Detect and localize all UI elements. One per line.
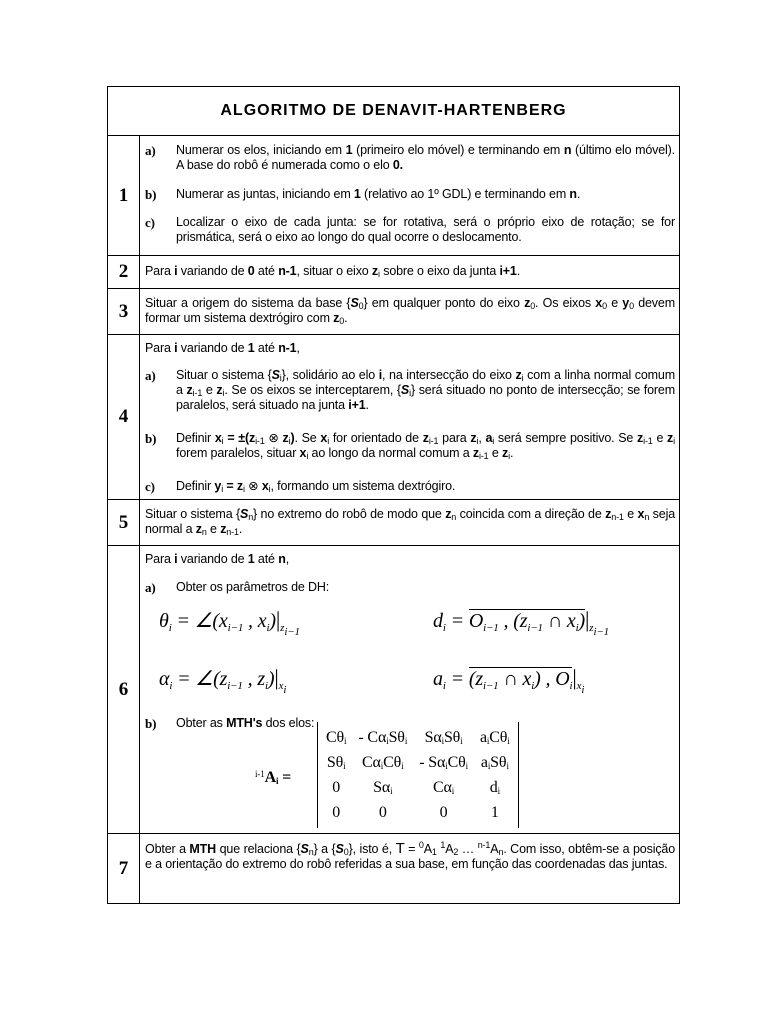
matrix-cell: $C\theta_i$ xyxy=(326,729,347,746)
list-item xyxy=(145,187,675,202)
formula-a: $a_i = (z_{i-1}$ ∩ $x_i$) , $O_i|_{x_i}$ xyxy=(433,665,585,696)
dh-algorithm-table xyxy=(107,86,680,904)
step-text: Situar o sistema $\{S_n\}$ no extremo do robô de modo que $z_n$ coincida com a direção de $z_{n-1}$ e $x_n$ seja normal a $z_n$ e $z_{n-1}$. xyxy=(145,507,675,537)
item-label: c) xyxy=(145,479,155,494)
step-content xyxy=(145,552,675,833)
step-row-7 xyxy=(108,833,679,903)
matrix-cell: $S\theta_i$ xyxy=(326,754,346,771)
step-number: 5 xyxy=(108,500,140,545)
step-row-3 xyxy=(108,288,679,334)
list-item xyxy=(145,580,675,595)
step-text: Para i variando de 0 até n-1, situar o eixo $z_i$ sobre o eixo da junta i+1. xyxy=(145,264,521,279)
item-text: Obter os parâmetros de DH: xyxy=(176,580,330,594)
matrix-cell: 1 xyxy=(490,804,499,821)
step-number: 1 xyxy=(108,136,140,255)
matrix-label: $^{i-1}A_i$ = xyxy=(255,769,292,786)
matrix-cell: $C\alpha_iC\theta_i$ xyxy=(362,754,404,771)
list-item xyxy=(145,143,675,173)
item-text: Situar o sistema $\{S_i\}$, solidário ao elo i, na intersecção do eixo $z_i$ com a linha normal comum a $z_{i-1}$ e $z_i$. Se os eixos se interceptarem, $\{S_i\}$ será situado no ponto de intersecção; se forem paralelos, será situado na junta i+1. xyxy=(176,368,676,412)
matrix-cell: 0 xyxy=(332,804,341,821)
formula-alpha: $\alpha_i$ = $\angle(z_{i-1}$ , $z_i)|_{x_i}$ xyxy=(159,665,287,696)
matrix-cell: - $C\alpha_iS\theta_i$ xyxy=(358,729,408,746)
formula-theta: $\theta_i$ = $\angle(x_{i-1}$ , $x_i)|_{z_{i-1}}$ xyxy=(159,607,300,638)
item-label: b) xyxy=(145,187,157,202)
item-text: Definir $y_i = z_i$ ⊗ $x_i$, formando um sistema dextrógiro. xyxy=(176,479,456,494)
item-label: c) xyxy=(145,215,155,230)
item-text: Localizar o eixo de cada junta: se for rotativa, será o próprio eixo de rotação; se for prismática, será o eixo ao longo do qual ocorre o deslocamento. xyxy=(176,215,675,244)
item-label: a) xyxy=(145,580,156,595)
item-text: Numerar as juntas, iniciando em 1 (relativo ao 1º GDL) e terminando em n. xyxy=(176,187,581,201)
step-number: 2 xyxy=(108,256,140,288)
matrix-cell: 0 xyxy=(332,779,341,796)
matrix-cell: $C\alpha_i$ xyxy=(433,779,455,796)
step-intro: Para i variando de 1 até n-1, xyxy=(145,341,300,355)
matrix-row xyxy=(320,775,516,800)
item-label: b) xyxy=(145,431,157,446)
table-title: ALGORITMO DE DENAVIT-HARTENBERG xyxy=(220,102,567,119)
step-text: Obter a MTH que relaciona $\{S_n\}$ a $\{S_0\}$, isto é, $T = ^0A_1$ $^1A_2$ … $^{n-1}A_n$. Com isso, obtêm-se a posição e a orientação do extremo do robô referidas a sua base, em função das coordenadas das juntas. xyxy=(145,840,676,871)
step-row-5 xyxy=(108,499,679,545)
step-row-1 xyxy=(108,135,679,255)
matrix-row xyxy=(320,800,516,825)
matrix-cell: $S\alpha_i$ xyxy=(373,779,393,796)
transformation-matrix xyxy=(317,722,519,828)
item-label: a) xyxy=(145,368,156,383)
step-number: 7 xyxy=(108,834,140,903)
list-item xyxy=(145,215,675,245)
matrix-cell: $a_iS\theta_i$ xyxy=(480,754,509,771)
list-item xyxy=(145,368,675,413)
step-content xyxy=(145,341,676,494)
step-row-6 xyxy=(108,545,679,833)
matrix-row xyxy=(320,750,516,775)
item-text: Numerar os elos, iniciando em 1 (primeiro elo móvel) e terminando em n (último elo móvel). A base do robô é numerada como o elo 0. xyxy=(176,143,675,172)
item-text: Definir $x_i = \pm(z_{i-1}$ ⊗ $z_i$). Se $x_i$ for orientado de $z_{i-1}$ para $z_i$, $a_i$ será sempre positivo. Se $z_{i-1}$ e $z_i$ forem paralelos, situar $x_i$ ao longo da normal comum a $z_{i-1}$ e $z_i$. xyxy=(176,431,675,461)
item-text: Obter as MTH's dos elos: xyxy=(176,716,315,730)
matrix-cell: $d_i$ xyxy=(489,779,500,796)
step-row-4 xyxy=(108,334,679,499)
list-item xyxy=(145,431,675,461)
item-label: a) xyxy=(145,143,156,158)
step-number: 3 xyxy=(108,289,140,334)
matrix-table xyxy=(320,725,516,825)
matrix-cell: $S\alpha_iS\theta_i$ xyxy=(424,729,463,746)
step-text: Situar a origem do sistema da base $\{S_0\}$ em qualquer ponto do eixo $z_0$. Os eixos $x_0$ e $y_0$ devem formar um sistema dextrógiro com $z_0$. xyxy=(145,296,675,326)
step-number: 4 xyxy=(108,335,140,499)
matrix-row xyxy=(320,725,516,750)
matrix-cell: - $S\alpha_iC\theta_i$ xyxy=(419,754,468,771)
item-label: b) xyxy=(145,716,157,731)
matrix-cell: 0 xyxy=(439,804,448,821)
matrix-cell: 0 xyxy=(378,804,387,821)
step-intro: Para i variando de 1 até n, xyxy=(145,552,290,566)
matrix-cell: $a_iC\theta_i$ xyxy=(479,729,510,746)
list-item xyxy=(145,479,675,494)
step-number: 6 xyxy=(108,546,140,833)
formula-d: $d_i = O_{i-1}$ , ($z_{i-1}$ ∩ $x_i)|_{z_{i-1}}$ xyxy=(433,607,609,638)
step-row-2 xyxy=(108,255,679,288)
